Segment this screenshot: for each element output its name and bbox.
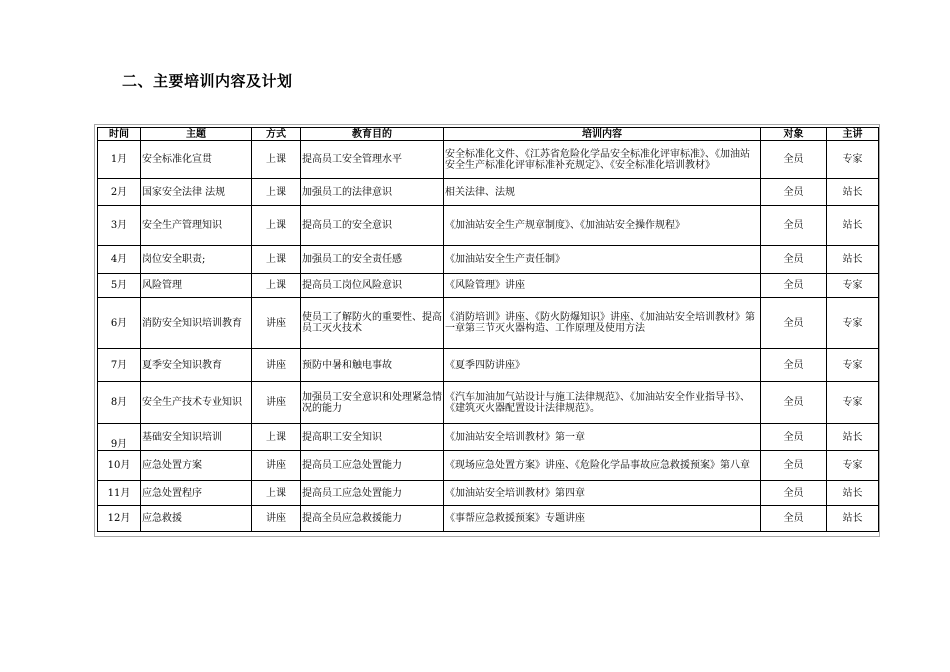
- cell-audience: 全员: [761, 246, 827, 274]
- cell-purpose: 加强员工的安全责任感: [301, 246, 444, 274]
- cell-audience: 全员: [761, 506, 827, 532]
- cell-audience: 全员: [761, 179, 827, 206]
- cell-content: 《加油站安全培训教材》第四章: [444, 481, 761, 506]
- cell-topic: 应急处置程序: [141, 481, 252, 506]
- cell-content: 《风险管理》讲座: [444, 274, 761, 298]
- cell-content: 《夏季四防讲座》: [444, 349, 761, 382]
- cell-lecturer: 站长: [827, 206, 879, 246]
- cell-content: 《汽车加油加气站设计与施工法律规范》、《加油站安全作业指导书》、《建筑灭火器配置设计法律规范》。: [444, 382, 761, 424]
- cell-method: 讲座: [252, 506, 301, 532]
- cell-month: 12月: [98, 506, 141, 532]
- cell-method: 上课: [252, 246, 301, 274]
- cell-audience: 全员: [761, 274, 827, 298]
- cell-method: 讲座: [252, 298, 301, 349]
- cell-month: 5月: [98, 274, 141, 298]
- cell-method: 上课: [252, 424, 301, 451]
- cell-topic: 风险管理: [141, 274, 252, 298]
- cell-purpose: 提高全员应急救援能力: [301, 506, 444, 532]
- cell-month: 9月: [98, 424, 141, 451]
- cell-purpose: 加强员工的法律意识: [301, 179, 444, 206]
- cell-topic: 岗位安全职责;: [141, 246, 252, 274]
- cell-method: 讲座: [252, 451, 301, 481]
- training-plan-table: [97, 127, 879, 532]
- cell-content: 相关法律、法规: [444, 179, 761, 206]
- cell-purpose: 提高员工岗位风险意识: [301, 274, 444, 298]
- cell-lecturer: 专家: [827, 298, 879, 349]
- header-audience: 对象: [761, 128, 827, 141]
- cell-topic: 安全生产技术专业知识: [141, 382, 252, 424]
- header-content: 培训内容: [444, 128, 761, 141]
- cell-content: 《事帮应急救援预案》专题讲座: [444, 506, 761, 532]
- cell-method: 讲座: [252, 349, 301, 382]
- cell-lecturer: 专家: [827, 382, 879, 424]
- cell-topic: 国家安全法律 法规: [141, 179, 252, 206]
- cell-lecturer: 专家: [827, 349, 879, 382]
- table-row: [98, 141, 879, 179]
- cell-content: 《消防培训》讲座、《防火防爆知识》讲座、《加油站安全培训教材》第一章第三节灭火器构造、工作原理及使用方法: [444, 298, 761, 349]
- cell-purpose: 加强员工安全意识和处理紧急情况的能力: [301, 382, 444, 424]
- header-purpose: 教育目的: [301, 128, 444, 141]
- cell-month: 2月: [98, 179, 141, 206]
- cell-month: 11月: [98, 481, 141, 506]
- cell-lecturer: 站长: [827, 424, 879, 451]
- cell-month: 7月: [98, 349, 141, 382]
- header-time: 时间: [98, 128, 141, 141]
- cell-topic: 安全标准化宣贯: [141, 141, 252, 179]
- cell-content: 安全标准化文件、《江苏省危险化学品安全标准化评审标准》、《加油站安全生产标准化评审标准补充规定》、《安全标准化培训教材》: [444, 141, 761, 179]
- table-row: [98, 179, 879, 206]
- table-row: [98, 246, 879, 274]
- table-row: [98, 274, 879, 298]
- table-row: [98, 424, 879, 451]
- cell-audience: 全员: [761, 298, 827, 349]
- cell-content: 《现场应急处置方案》讲座、《危险化学品事故应急救援预案》第八章: [444, 451, 761, 481]
- cell-method: 上课: [252, 481, 301, 506]
- cell-purpose: 提高员工安全管理水平: [301, 141, 444, 179]
- cell-method: 上课: [252, 206, 301, 246]
- cell-topic: 应急处置方案: [141, 451, 252, 481]
- cell-lecturer: 站长: [827, 246, 879, 274]
- cell-method: 上课: [252, 179, 301, 206]
- table-row: [98, 481, 879, 506]
- section-heading: 二、主要培训内容及计划: [122, 72, 293, 90]
- cell-month: 10月: [98, 451, 141, 481]
- cell-topic: 应急救援: [141, 506, 252, 532]
- cell-lecturer: 专家: [827, 451, 879, 481]
- cell-lecturer: 站长: [827, 179, 879, 206]
- cell-month: 8月: [98, 382, 141, 424]
- cell-method: 上课: [252, 274, 301, 298]
- cell-purpose: 预防中暑和触电事故: [301, 349, 444, 382]
- cell-topic: 安全生产管理知识: [141, 206, 252, 246]
- cell-month: 6月: [98, 298, 141, 349]
- header-lecturer: 主讲: [827, 128, 879, 141]
- cell-purpose: 提高员工的安全意识: [301, 206, 444, 246]
- cell-audience: 全员: [761, 382, 827, 424]
- cell-content: 《加油站安全生产责任制》: [444, 246, 761, 274]
- cell-purpose: 提高员工应急处置能力: [301, 481, 444, 506]
- cell-purpose: 使员工了解防火的重要性、提高员工灭火技术: [301, 298, 444, 349]
- cell-method: 讲座: [252, 382, 301, 424]
- cell-purpose: 提高职工安全知识: [301, 424, 444, 451]
- cell-lecturer: 专家: [827, 274, 879, 298]
- cell-audience: 全员: [761, 349, 827, 382]
- cell-month: 1月: [98, 141, 141, 179]
- cell-audience: 全员: [761, 451, 827, 481]
- cell-topic: 消防安全知识培训教育: [141, 298, 252, 349]
- table-row: [98, 298, 879, 349]
- cell-audience: 全员: [761, 141, 827, 179]
- cell-lecturer: 站长: [827, 481, 879, 506]
- cell-topic: 夏季安全知识教育: [141, 349, 252, 382]
- cell-method: 上课: [252, 141, 301, 179]
- cell-month: 4月: [98, 246, 141, 274]
- header-topic: 主题: [141, 128, 252, 141]
- cell-audience: 全员: [761, 424, 827, 451]
- cell-content: 《加油站安全培训教材》第一章: [444, 424, 761, 451]
- table-row: [98, 506, 879, 532]
- table-row: [98, 382, 879, 424]
- cell-month: 3月: [98, 206, 141, 246]
- table-row: [98, 451, 879, 481]
- cell-audience: 全员: [761, 481, 827, 506]
- cell-purpose: 提高员工应急处置能力: [301, 451, 444, 481]
- table-row: [98, 206, 879, 246]
- cell-content: 《加油站安全生产规章制度》、《加油站安全操作规程》: [444, 206, 761, 246]
- table-header-row: [98, 128, 879, 141]
- cell-lecturer: 专家: [827, 141, 879, 179]
- cell-topic: 基础安全知识培训: [141, 424, 252, 451]
- cell-audience: 全员: [761, 206, 827, 246]
- cell-lecturer: 站长: [827, 506, 879, 532]
- table-row: [98, 349, 879, 382]
- header-method: 方式: [252, 128, 301, 141]
